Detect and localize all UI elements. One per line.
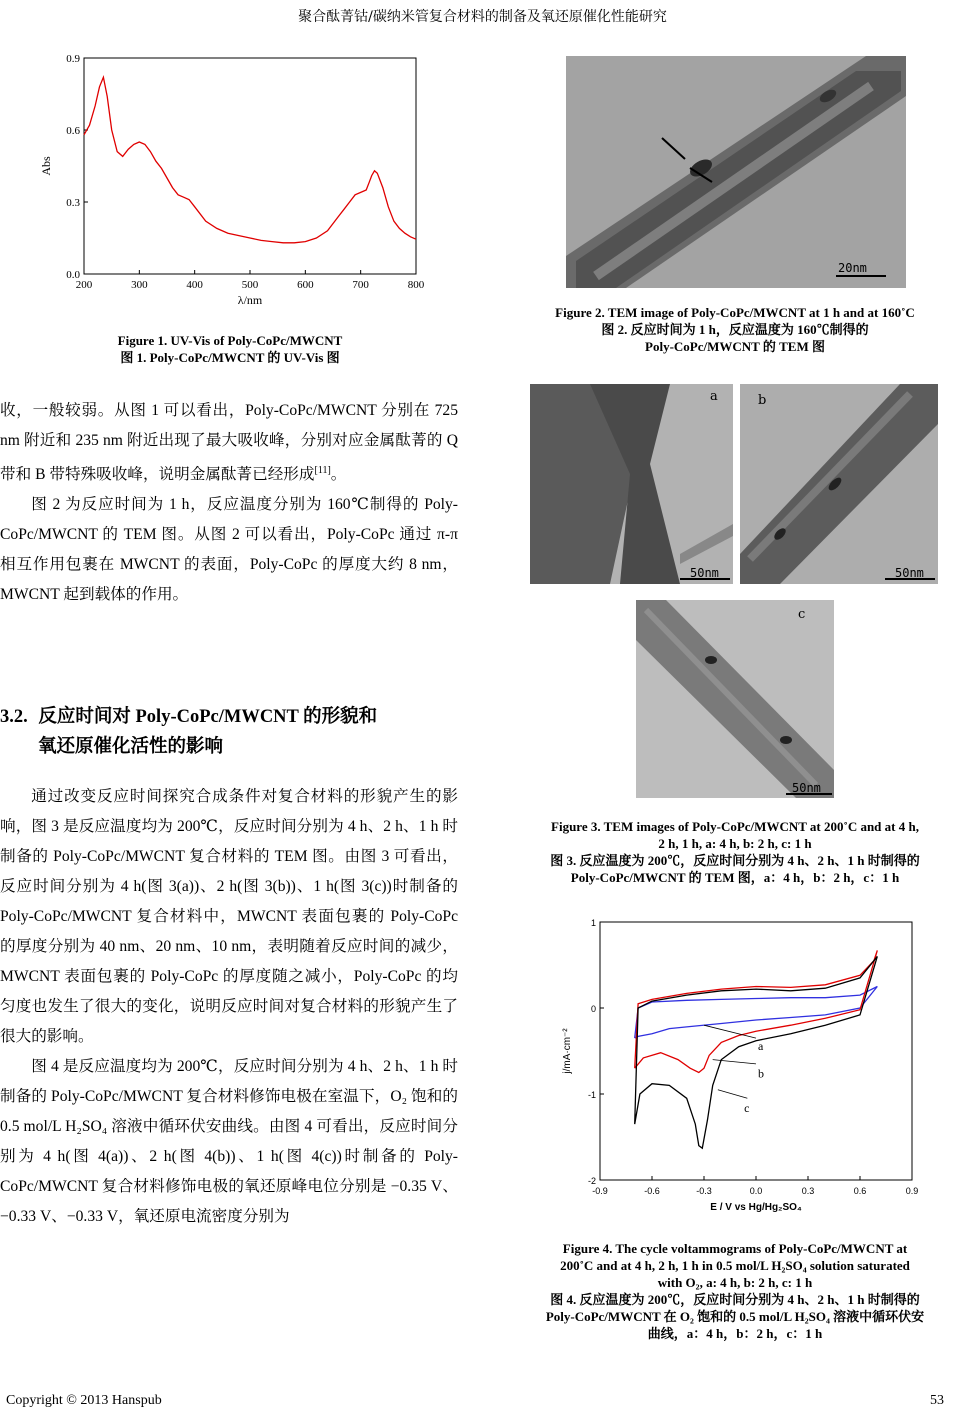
figure4-xtick-label: -0.9 (592, 1186, 608, 1196)
running-header: 聚合酞菁钴/碳纳米管复合材料的制备及氧还原催化性能研究 (298, 9, 667, 25)
figure2-caption-zh1: 图 2. 反应时间为 1 h，反应温度为 160℃制得的 (601, 322, 869, 337)
figure4-xtick-label: 0.6 (853, 1186, 867, 1196)
paragraph-1: 收，一般较弱。从图 1 可以看出，Poly-CoPc/MWCNT 分别在 725 nm 附近和 235 nm 附近出现了最大吸收峰，分别对应金属酞菁的 Q 带和 B 带特殊吸收峰，说明金属酞菁已经形成[11]。 (0, 402, 458, 483)
figure4-leader-b (713, 1060, 756, 1064)
left-column-text-2 (0, 782, 458, 1232)
figure3-scale-c: 50nm (792, 781, 821, 795)
figure1-xtick-label: 200 (75, 279, 93, 291)
figure3-panel-c (636, 600, 834, 798)
figure3-label-a: a (710, 389, 718, 404)
citation-ref[interactable]: [11] (314, 465, 331, 476)
figure4-caption-zh3: 曲线，a：4 h，b：2 h，c：1 h (647, 1326, 823, 1341)
figure4-xlabel: E / V vs Hg/Hg₂SO₄ (710, 1202, 802, 1213)
footer-copyright: Copyright © 2013 Hanspub (6, 1393, 162, 1408)
figure2-caption (500, 304, 965, 355)
figure4-ytick-label: -1 (587, 1090, 596, 1100)
figure4-caption-en2: 200˚C and at 4 h, 2 h, 1 h in 0.5 mol/L H₂SO₄ solution saturated (560, 1258, 910, 1273)
figure1-xtick-label: 600 (297, 279, 314, 291)
figure1-ytick-label: 0.6 (66, 125, 80, 137)
figure1-ytick-label: 0.3 (66, 197, 80, 209)
figure1-caption-en: Figure 1. UV-Vis of Poly-CoPc/MWCNT (117, 333, 343, 348)
figure4-caption-en1: Figure 4. The cycle voltammograms of Poly-CoPc/MWCNT at (562, 1241, 908, 1256)
figure3-label-c: c (798, 607, 806, 622)
figure1-ylabel: Abs (39, 156, 53, 176)
figure4-caption-zh1: 图 4. 反应温度为 200℃，反应时间分别为 4 h、2 h、1 h 时制得的 (550, 1292, 920, 1307)
figure4-plot-frame (600, 922, 912, 1180)
figure2-tem-image (566, 56, 906, 288)
figure2-caption-en: Figure 2. TEM image of Poly-CoPc/MWCNT at 1 h and at 160˚C (555, 305, 915, 320)
figure4-leader-a (704, 1025, 756, 1038)
figure4-ylabel: j/mA·cm⁻² (562, 1028, 573, 1074)
figure3-caption-zh2: Poly-CoPc/MWCNT 的 TEM 图，a：4 h，b：2 h，c：1 h (570, 870, 900, 885)
paragraph-4: 图 4 是反应温度均为 200℃，反应时间分别为 4 h、2 h、1 h 时制备的 Poly-CoPc/MWCNT 复合材料修饰电极在室温下，O₂ 饱和的 0.5 mol/L H₂SO₄ 溶液中循环伏安曲线。由图 4 可看出，反应时间分别为 4 h(图 4(a))、2 h(图 4(b))、1 h(图 4(c))时制备的 Poly-CoPc/MWCNT 复合材料修饰电极的氧还原峰电位分别是 −0.35 V、−0.33 V、−0.33 V，氧还原电流密度分别为 (0, 1058, 458, 1225)
figure3-label-b: b (758, 393, 767, 408)
figure4-curve-label-b: b (758, 1066, 764, 1081)
figure3-scale-b: 50nm (895, 566, 924, 580)
figure4-xtick-label: -0.6 (644, 1186, 660, 1196)
figure1-caption (40, 332, 420, 366)
figure4-curve-label-c: c (744, 1101, 750, 1116)
figure2-scale: 20nm (838, 261, 867, 275)
figure4-caption-en3: with O₂, a: 4 h, b: 2 h, c: 1 h (657, 1275, 813, 1290)
section-heading (0, 702, 460, 762)
figure4-xtick-label: 0.3 (801, 1186, 815, 1196)
figure1-ytick-label: 0.9 (66, 53, 80, 65)
figure4-leader-c (718, 1090, 747, 1099)
figure4-series-a (635, 987, 878, 1039)
figure1-xlabel: λ/nm (237, 293, 263, 307)
figure1-xtick-label: 300 (131, 279, 148, 291)
figure1-xtick-label: 700 (352, 279, 369, 291)
figure1-ytick-label: 0.0 (66, 269, 80, 281)
footer-page-number: 53 (930, 1393, 944, 1408)
figure1-chart (30, 52, 430, 322)
figure2-tem-drawing (566, 56, 906, 288)
figure1-xtick-label: 500 (241, 279, 259, 291)
figure4-xtick-label: 0.9 (905, 1186, 919, 1196)
figure3-caption-zh1: 图 3. 反应温度为 200℃，反应时间分别为 4 h、2 h、1 h 时制得的 (550, 853, 920, 868)
paragraph-3: 通过改变反应时间探究合成条件对复合材料的形貌产生的影响，图 3 是反应温度均为 200℃，反应时间分别为 4 h、2 h、1 h 时制备的 Poly-CoPc/MWCNT 复合材料的 TEM 图。由图 3 可看出，反应时间分别为 4 h(图 3(a))、2 h(图 3(b))、1 h(图 3(c))时制备的 Poly-CoPc/MWCNT 复合材料中，MWCNT 表面包裹的 Poly-CoPc 的厚度分别为 40 nm、20 nm、10 nm，表明随着反应时间的减少，MWCNT 表面包裹的 Poly-CoPc 的厚度随之减小，Poly-CoPc 的均匀度也发生了很大的变化，说明反应时间对复合材料的形貌产生了很大的影响。 (0, 788, 458, 1045)
figure4-caption (495, 1240, 965, 1342)
figure4-series-c (635, 956, 878, 1148)
figure4-caption-zh2: Poly-CoPc/MWCNT 在 O₂ 饱和的 0.5 mol/L H₂SO₄ 溶液中循环伏安 (545, 1309, 925, 1324)
figure3-panel-b (740, 384, 938, 584)
figure1-xtick-label: 400 (186, 279, 203, 291)
figure4-xtick-label: -0.3 (696, 1186, 712, 1196)
figure3-panel-a (530, 384, 733, 584)
figure3-caption-en1: Figure 3. TEM images of Poly-CoPc/MWCNT at 200˚C and at 4 h, (551, 819, 919, 834)
figure4-chart (550, 908, 930, 1226)
figure4-xtick-label: 0.0 (749, 1186, 763, 1196)
figure1-plot-frame (84, 58, 416, 274)
figure3-caption (500, 818, 965, 886)
figure3-scale-a: 50nm (690, 566, 719, 580)
section-title-line2: 氧还原催化活性的影响 (38, 737, 224, 757)
paragraph-2: 图 2 为反应时间为 1 h，反应温度分别为 160℃制得的 Poly-CoPc/MWCNT 的 TEM 图。从图 2 可以看出，Poly-CoPc 通过 π-π 相互作用包裹在 MWCNT 的表面，Poly-CoPc 的厚度大约 8 nm，MWCNT 起到载体的作用。 (0, 496, 458, 603)
figure3-caption-en2: 2 h, 1 h, a: 4 h, b: 2 h, c: 1 h (658, 836, 812, 851)
figure1-series-Poly-CoPc/MWCNT (84, 77, 416, 243)
figure4-ytick-label: -2 (587, 1176, 596, 1186)
left-column-text (0, 396, 458, 610)
figure4-curve-label-a: a (758, 1039, 764, 1054)
section-title-line1: 反应时间对 Poly-CoPc/MWCNT 的形貌和 (38, 707, 378, 727)
figure4-ytick-label: 1 (590, 918, 596, 928)
figure2-caption-zh2: Poly-CoPc/MWCNT 的 TEM 图 (645, 339, 825, 354)
figure1-xtick-label: 800 (407, 279, 425, 291)
figure1-caption-zh: 图 1. Poly-CoPc/MWCNT 的 UV-Vis 图 (120, 350, 340, 365)
section-number: 3.2. (0, 707, 28, 727)
figure4-ytick-label: 0 (590, 1004, 596, 1014)
